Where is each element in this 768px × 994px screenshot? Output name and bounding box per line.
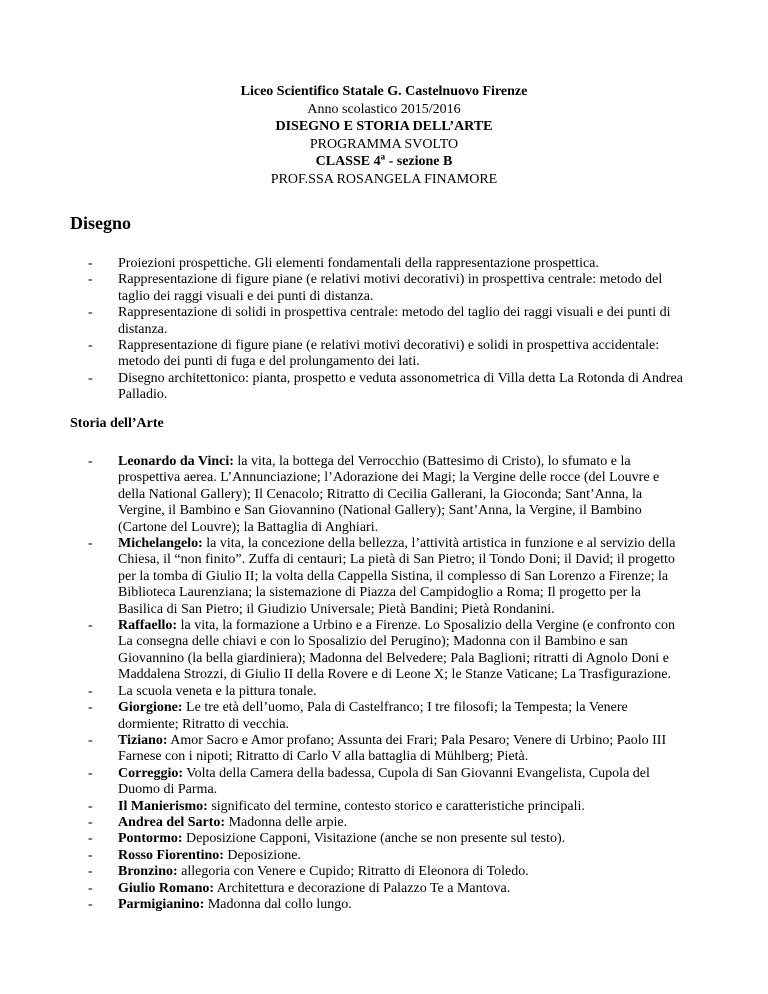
subject-title: DISEGNO E STORIA DELL’ARTE xyxy=(275,119,493,135)
list-item xyxy=(0,881,768,897)
list-item-text: Volta della Camera della badessa, Cupola di San Giovanni Evangelista, Cupola del Duomo di Parma. xyxy=(118,765,650,798)
list-dash-marker: - xyxy=(88,798,93,814)
program-title: PROGRAMMA SVOLTO xyxy=(309,136,459,152)
list-dash-marker: - xyxy=(88,864,93,880)
class-prefix: CLASSE 4 xyxy=(315,154,381,170)
list-item xyxy=(0,338,768,371)
list-item xyxy=(0,700,768,733)
list-item xyxy=(0,864,768,880)
list-item-text: Rappresentazione di figure piane (e relativi motivi decorativi) e solidi in prospettiva accidentale: metodo dei punti di fuga e del prolungamento dei lati. xyxy=(118,338,660,370)
list-item-title: Parmigianino: xyxy=(118,896,205,912)
list-dash-marker: - xyxy=(88,305,93,321)
list-dash-marker: - xyxy=(88,732,93,748)
list-item-text: Disegno architettonico: pianta, prospetto e veduta assonometrica di Villa detta La Rotonda di Andrea Palladio. xyxy=(118,370,683,403)
list-item xyxy=(0,897,768,913)
list-item-title: Giulio Romano: xyxy=(118,880,215,896)
class-line xyxy=(0,153,768,171)
section-heading-storia: Storia dell’Arte xyxy=(70,416,164,431)
list-dash-marker: - xyxy=(88,765,93,781)
list-item-title: Il Manierismo: xyxy=(118,798,208,814)
list-dash-marker: - xyxy=(88,683,93,699)
class-superscript: a xyxy=(380,151,386,162)
list-item-text: Madonna dal collo lungo. xyxy=(204,896,352,912)
list-item-title: Pontormo: xyxy=(118,831,183,847)
list-item-text: Deposizione Capponi, Visitazione (anche se non presente sul testo). xyxy=(182,831,566,847)
list-item xyxy=(0,371,768,404)
list-item-text: la vita, la formazione a Urbino e a Firenze. Lo Sposalizio della Vergine (e confronto con La consegna delle chiavi e con lo Sposalizio del Perugino); Madonna con il Bambino e san Giovannino (la bella giardiniera); Madonna del Belvedere; Pala Baglioni; ritratti di Agnolo Doni e Maddalena Strozzi, di Giulio II della Rovere e di Leone X; le Stanze Vaticane; La Trasfigurazione. xyxy=(118,618,675,683)
list-item-text: Proiezioni prospettiche. Gli elementi fondamentali della rappresentazione prospettica. xyxy=(118,256,599,271)
list-item xyxy=(0,815,768,831)
list-item-text: Rappresentazione di figure piane (e relativi motivi decorativi) in prospettiva centrale: metodo del taglio dei raggi visuali e dei punti di distanza. xyxy=(118,272,663,304)
list-dash-marker: - xyxy=(88,370,93,386)
list-item-title: Correggio: xyxy=(118,765,184,781)
list-item-text: La scuola veneta e la pittura tonale. xyxy=(118,683,317,699)
list-item-text: Rappresentazione di solidi in prospettiva centrale: metodo del taglio dei raggi visuali e dei punti di distanza. xyxy=(118,305,671,337)
list-dash-marker: - xyxy=(88,256,93,271)
list-item xyxy=(0,766,768,799)
list-item-title: Raffaello: xyxy=(118,618,178,634)
list-item xyxy=(0,536,768,618)
list-item-text: la vita, la bottega del Verrocchio (Battesimo di Cristo), lo sfumato e la prospettiva aerea. L’Annunciazione; l’Adorazione dei Magi; la Vergine delle rocce (del Louvre e della National Gallery); Il Cenacolo; Ritratto di Cecilia Gallerani, la Gioconda; Sant’Anna, la Vergine, il Bambino e San Giovannino (National Gallery); Sant’Anna, la Vergine, il Bambino (Cartone del Louvre); la Battaglia di Anghiari. xyxy=(118,454,660,535)
list-item xyxy=(0,256,768,272)
list-item-text: Architettura e decorazione di Palazzo Te a Mantova. xyxy=(214,880,511,896)
list-item xyxy=(0,831,768,847)
list-item-title: Rosso Fiorentino: xyxy=(118,847,224,863)
storia-list xyxy=(0,454,768,913)
list-item-title: Leonardo da Vinci: xyxy=(118,454,234,469)
list-item xyxy=(0,305,768,338)
list-item-text: allegoria con Venere e Cupido; Ritratto di Eleonora di Toledo. xyxy=(177,864,529,880)
class-suffix: - sezione B xyxy=(385,154,453,170)
list-item-text: la vita, la concezione della bellezza, l’attività artistica in funzione e al servizio della Chiesa, il “non finito”. Zuffa di centauri; La pietà di San Pietro; il Tondo Doni; il David; il progetto per la tomba di Giulio II; la volta della Cappella Sistina, il complesso di San Lorenzo a Firenze; la Biblioteca Laurenziana; la sistemazione di Piazza del Campidoglio a Roma; Il progetto per la Basilica di San Pietro; il Giudizio Universale; Pietà Bandini; Pietà Rondanini. xyxy=(118,536,676,617)
list-item-text: Deposizione. xyxy=(223,847,301,863)
list-dash-marker: - xyxy=(88,536,93,552)
section-heading-disegno: Disegno xyxy=(70,213,132,233)
list-item-title: Giorgione: xyxy=(118,700,183,716)
list-dash-marker: - xyxy=(88,847,93,863)
list-item xyxy=(0,799,768,815)
list-item-title: Michelangelo: xyxy=(118,536,203,552)
list-dash-marker: - xyxy=(88,896,93,912)
list-item xyxy=(0,848,768,864)
list-item-title: Bronzino: xyxy=(118,864,178,880)
list-dash-marker: - xyxy=(88,618,93,634)
list-item xyxy=(0,454,768,536)
list-dash-marker: - xyxy=(88,831,93,847)
list-item-text: significato del termine, contesto storico e caratteristiche principali. xyxy=(207,798,585,814)
list-item xyxy=(0,618,768,684)
list-item-text: Madonna delle arpie. xyxy=(225,814,348,830)
teacher-name: PROF.SSA ROSANGELA FINAMORE xyxy=(270,171,498,187)
list-item-text: Amor Sacro e Amor profano; Assunta dei Frari; Pala Pesaro; Venere di Urbino; Paolo III Farnese con i nipoti; Ritratto di Carlo V alla battaglia di Mühlberg; Pietà. xyxy=(118,732,667,765)
list-item-title: Andrea del Sarto: xyxy=(118,814,226,830)
document-header xyxy=(0,83,768,189)
school-name: Liceo Scientifico Statale G. Castelnuovo Firenze xyxy=(240,84,528,99)
list-dash-marker: - xyxy=(88,814,93,830)
list-dash-marker: - xyxy=(88,454,93,469)
list-item xyxy=(0,272,768,305)
list-item-text: Le tre età dell’uomo, Pala di Castelfranco; I tre filosofi; la Tempesta; la Venere dormiente; Ritratto di vecchia. xyxy=(118,700,628,732)
list-item xyxy=(0,684,768,700)
list-dash-marker: - xyxy=(88,338,93,354)
list-dash-marker: - xyxy=(88,272,93,288)
school-year: Anno scolastico 2015/2016 xyxy=(307,101,461,117)
disegno-list xyxy=(0,256,768,404)
list-item xyxy=(0,733,768,766)
list-dash-marker: - xyxy=(88,700,93,716)
list-item-title: Tiziano: xyxy=(118,732,168,748)
list-dash-marker: - xyxy=(88,880,93,896)
